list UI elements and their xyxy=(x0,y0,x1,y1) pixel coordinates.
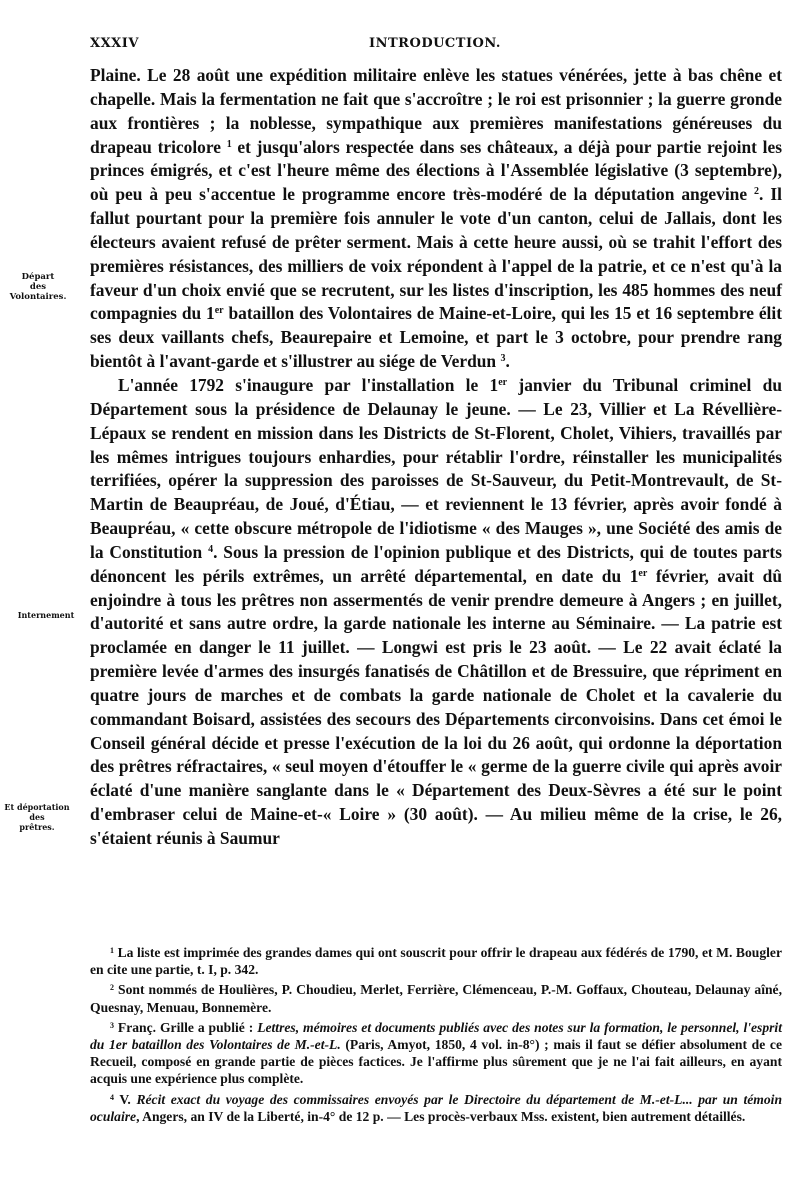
paragraph-2 xyxy=(90,374,782,851)
footnote-2 xyxy=(90,981,782,1015)
page-number: XXXIV xyxy=(90,36,139,51)
text-run: L'année 1792 s'inaugure par l'installation le 1 xyxy=(118,374,499,395)
margin-note-internement xyxy=(0,610,92,620)
paragraph-1 xyxy=(90,64,782,374)
text-run: . Il fallut pourtant pour la première fois annuler le vote d'un canton, celui de Jallais, dont les électeurs avaient refusé de prêter serment. Mais à cette heure aussi, où se trahit l'effort des premières résistances, des milliers de voix répondent à l'appel de la patrie, et ce n'est qu'à la faveur d'un choix envié que se recrutent, sur les listes d'inscription, les 485 hommes des neuf compagnies du 1 xyxy=(90,184,782,324)
footnote-ref: 3 xyxy=(500,353,506,365)
running-title: INTRODUCTION. xyxy=(369,36,501,51)
footnote-text: Franç. Grille a publié : xyxy=(114,1019,258,1035)
text-run: et jusqu'alors respectée dans ses châteaux, a déjà pour partie rejoint les princes émigrés, et c'est l'heure même des élections à l'Assemblée législative (3 septembre), où peu à peu s'accentue le programme encore très-modéré de la députation angevine xyxy=(90,136,782,205)
margin-note-deportation xyxy=(0,802,74,832)
margin-note-depart xyxy=(0,272,76,302)
footnote-text: La liste est imprimée des grandes dames qui ont souscrit pour offrir le drapeau aux fédérés de 1790, et M. Bougler en cite une partie, t. I, p. 342. xyxy=(90,945,782,978)
ordinal-suffix: er xyxy=(498,376,508,388)
margin-note-line: Et déportation xyxy=(4,802,70,812)
footnote-ref: 1 xyxy=(226,138,232,150)
footnote-number: 1 xyxy=(110,946,114,955)
cited-title: Lettres, mémoires et documents publiés avec des notes sur la formation, le personnel, l'esprit du 1er bataillon des Volontaires de M.-et-L. xyxy=(90,1019,782,1053)
footnote-number: 3 xyxy=(110,1020,114,1030)
margin-note-line: Internement xyxy=(17,610,75,620)
margin-note-line: Volontaires. xyxy=(9,292,67,302)
footnote-1 xyxy=(90,944,782,978)
text-run: . xyxy=(505,351,510,372)
footnote-text: , Angers, an IV de la Liberté, in-4° de 12 p. — Les procès-verbaux Mss. existent, bien autrement détaillés. xyxy=(136,1108,746,1124)
footnote-ref: 4 xyxy=(208,543,214,555)
margin-note-line: prêtres. xyxy=(19,822,55,832)
text-run: bataillon des Volontaires de Maine-et-Loire, qui les 15 et 16 septembre élit ses deux vaillants chefs, Beaurepaire et Lemoine, et part le 3 octobre, pour prendre rang bientôt à l'avant-garde et s'illustrer au siége de Verdun xyxy=(90,303,782,372)
footnote-text: V. xyxy=(114,1091,137,1107)
cited-title: Récit exact du voyage des commissaires envoyés par le Directoire du département de M.-et-L... par un témoin oculaire xyxy=(90,1091,783,1124)
footnote-3 xyxy=(90,1019,782,1088)
footnotes xyxy=(90,944,782,1128)
text-run: Plaine. Le 28 août une expédition militaire enlève les statues vénérées, jette à bas chêne et chapelle. Mais la fermentation ne fait que s'accroître ; le roi est prisonnier ; la guerre gronde aux frontières ; la noblesse, sympathique aux premières manifestations généreuses du drapeau tricolore xyxy=(90,65,782,157)
margin-note-line: des xyxy=(29,282,47,292)
footnote-text: Sont nommés de Houlières, P. Choudieu, Merlet, Ferrière, Clémenceau, P.-M. Goffaux, Chouteau, Delaunay aîné, Quesnay, Menuau, Bonnemère. xyxy=(90,982,782,1015)
margin-note-line: des xyxy=(29,812,45,822)
text-run: . Sous la pression de l'opinion publique et des Districts, qui de toutes parts dénoncent les périls extrêmes, un arrêté départemental, en date du 1 xyxy=(90,541,782,586)
footnote-4 xyxy=(90,1091,782,1125)
footnote-number: 4 xyxy=(110,1092,114,1102)
footnote-text: (Paris, Amyot, 1850, 4 vol. in-8°) ; mais il faut se défier absolument de ce Recueil, composé en grande partie de pièces factices. Je l'affirme plus sûrement que je ne l'ai fait ailleurs, en ayant acquis une expérience plus complète. xyxy=(90,1037,782,1087)
ordinal-suffix: er xyxy=(214,305,224,317)
footnote-number: 2 xyxy=(110,983,114,993)
main-text xyxy=(90,64,782,851)
text-run: janvier du Tribunal criminel du Département sous la présidence de Delaunay le jeune. — Le 23, Villier et La Révellière-Lépaux se rendent en mission dans les Districts de St-Florent, Cholet, Vihiers, travaillés par les mêmes intrigues toujours enhardies, pour rétablir l'ordre, réinstaller les municipalités terrifiées, opérer la suppression des paroisses de St-Sauveur, du Petit-Montrevault, de St-Martin de Beaupréau, de Joué, d'Étiau, — et reviennent le 13 février, après avoir fondé à Beaupréau, « cette obscure métropole de l'idiotisme « des Mauges », une Société des amis de la Constitution xyxy=(90,374,782,562)
running-head xyxy=(90,36,780,56)
margin-note-line: Départ xyxy=(21,272,55,282)
footnote-ref: 2 xyxy=(754,186,760,198)
text-run: février, avait dû enjoindre à tous les prêtres non assermentés de venir prendre demeure à Angers ; en juillet, d'autorité et sans autre ordre, la garde nationale les interne au Séminaire. — La patrie est proclamée en danger le 11 juillet. — Longwi est pris le 23 août. — Le 22 avait éclaté la première levée d'armes des insurgés fanatisés de Châtillon et de Bressuire, que répriment en quatre jours de marches et de combats la garde nationale de Cholet et la cavalerie du commandant Boisard, assistées des secours des Départements circonvoisins. Dans cet émoi le Conseil général décide et presse l'exécution de la loi du 26 août, qui ordonne la déportation des prêtres réfractaires, « seul moyen d'étouffer le « germe de la guerre civile qui après avoir éclaté d'une manière sanglante dans le « Département des Deux-Sèvres a été sur le point d'embraser celui de Maine-et-« Loire » (30 août). — Au milieu même de la crise, le 26, s'étaient réunis à Saumur xyxy=(90,565,783,848)
ordinal-suffix: er xyxy=(638,567,648,579)
